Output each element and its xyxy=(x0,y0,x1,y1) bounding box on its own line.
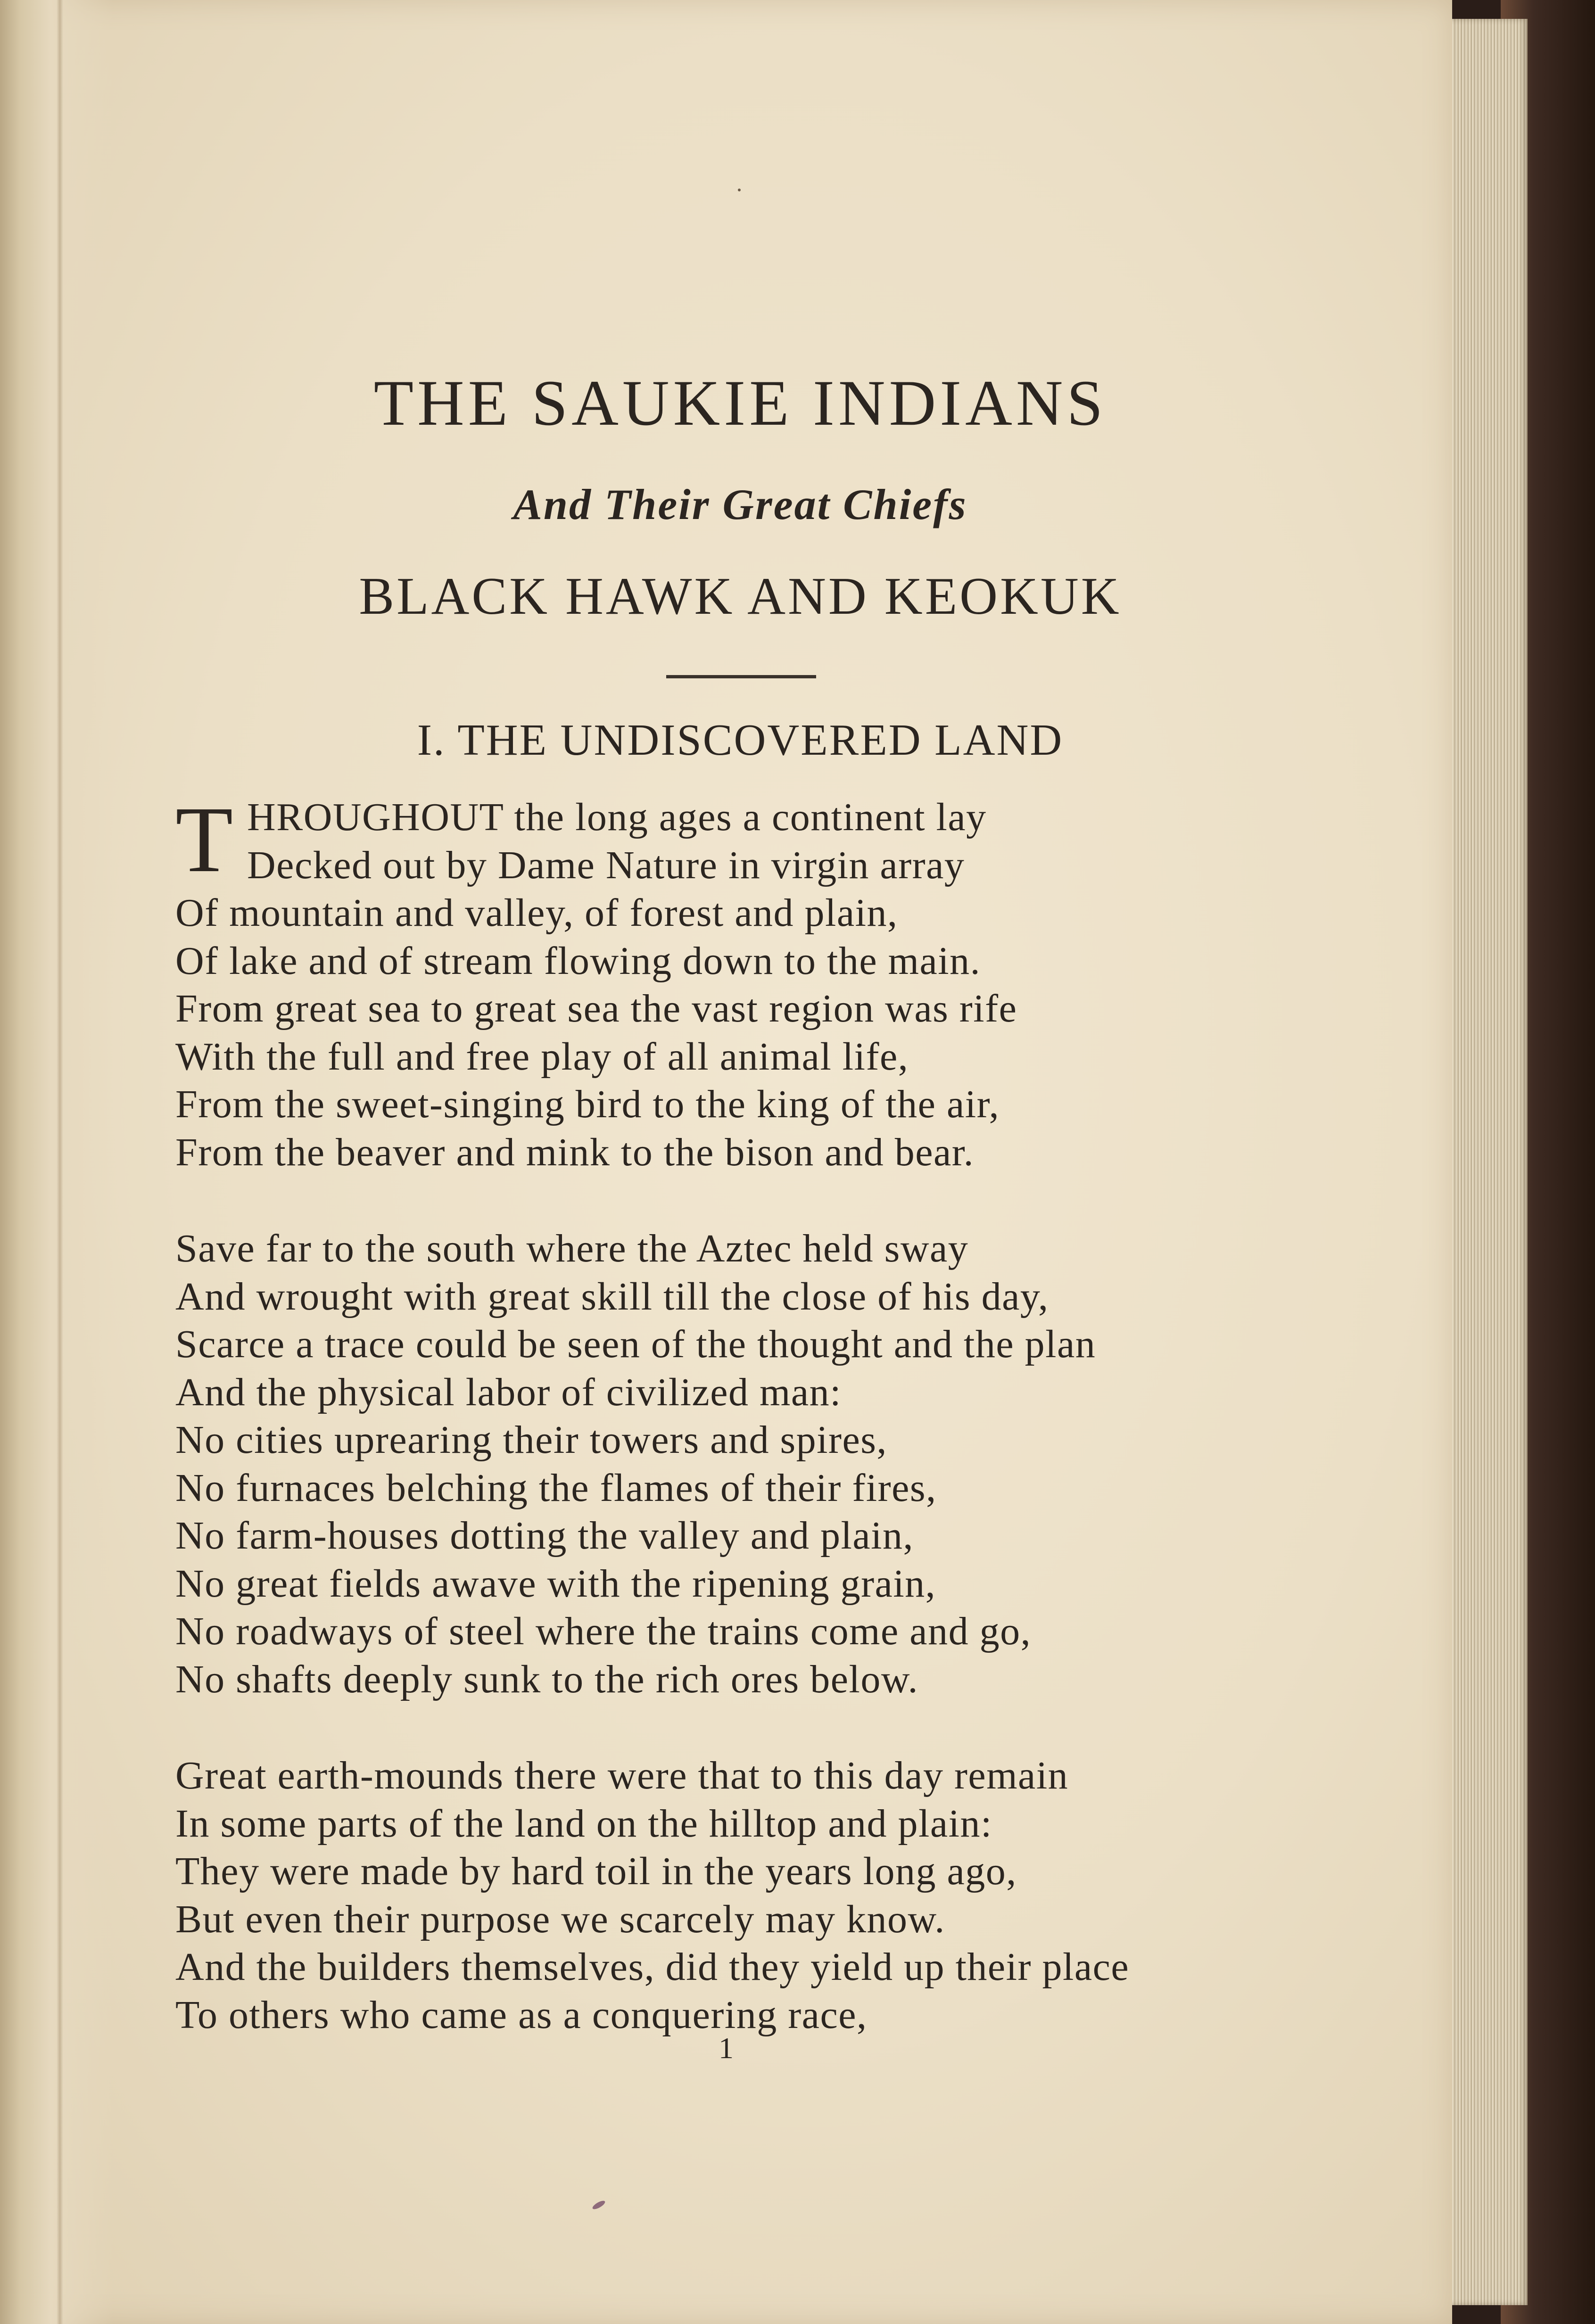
poem-line: Save far to the south where the Aztec held sway xyxy=(175,1227,969,1270)
poem-line: Of mountain and valley, of forest and plain, xyxy=(175,891,898,935)
poem xyxy=(175,788,1430,2087)
poem-line: Decked out by Dame Nature in virgin array xyxy=(247,843,965,887)
page-subtitle: And Their Great Chiefs xyxy=(513,480,967,528)
poem-line: And the physical labor of civilized man: xyxy=(175,1370,842,1414)
poem-line: In some parts of the land on the hilltop and plain: xyxy=(175,1801,992,1846)
title-divider xyxy=(666,675,816,678)
poem-line: And wrought with great skill till the close of his day, xyxy=(175,1274,1049,1319)
poem-line: No cities uprearing their towers and spires, xyxy=(175,1418,887,1462)
drop-cap: T xyxy=(175,788,233,892)
poem-line: But even their purpose we scarcely may know. xyxy=(175,1897,945,1941)
poem-line: No shafts deeply sunk to the rich ores below. xyxy=(175,1657,919,1701)
page-title: THE SAUKIE INDIANS xyxy=(373,367,1107,439)
poem-line: From the sweet-singing bird to the king of the air, xyxy=(175,1082,1000,1126)
poem-line: No great fields awave with the ripening grain, xyxy=(175,1561,936,1606)
spine-shadow xyxy=(57,0,63,2324)
poem-line: To others who came as a conquering race, xyxy=(175,1993,868,2037)
stanza-1 xyxy=(175,788,1430,1176)
poem-line: No farm-houses dotting the valley and plain, xyxy=(175,1514,914,1558)
poem-line: From the beaver and mink to the bison and bear. xyxy=(175,1130,975,1174)
poem-line: Great earth-mounds there were that to this day remain xyxy=(175,1754,1069,1797)
section-heading: I. THE UNDISCOVERED LAND xyxy=(417,716,1064,765)
page-number: 1 xyxy=(719,2031,734,2065)
dust-speck xyxy=(737,188,741,192)
poem-line: No furnaces belching the flames of their fires, xyxy=(175,1466,937,1510)
poem-line: They were made by hard toil in the years long ago, xyxy=(175,1849,1017,1893)
chiefs-heading: BLACK HAWK AND KEOKUK xyxy=(359,567,1122,626)
ink-speck xyxy=(591,2199,606,2211)
poem-line-text: HROUGHOUT the long ages a continent lay xyxy=(247,795,987,839)
poem-line: And the builders themselves, did they yield up their place xyxy=(175,1945,1130,1989)
poem-line: With the full and free play of all animal life, xyxy=(175,1034,909,1079)
poem-line: From great sea to great sea the vast region was rife xyxy=(175,987,1017,1030)
stanza-2 xyxy=(175,1225,1430,1703)
poem-line: Of lake and of stream flowing down to the main. xyxy=(175,939,981,983)
poem-line: Scarce a trace could be seen of the thought and the plan xyxy=(175,1322,1096,1366)
stanza-3 xyxy=(175,1752,1430,2039)
poem-line: No roadways of steel where the trains come and go, xyxy=(175,1609,1032,1653)
